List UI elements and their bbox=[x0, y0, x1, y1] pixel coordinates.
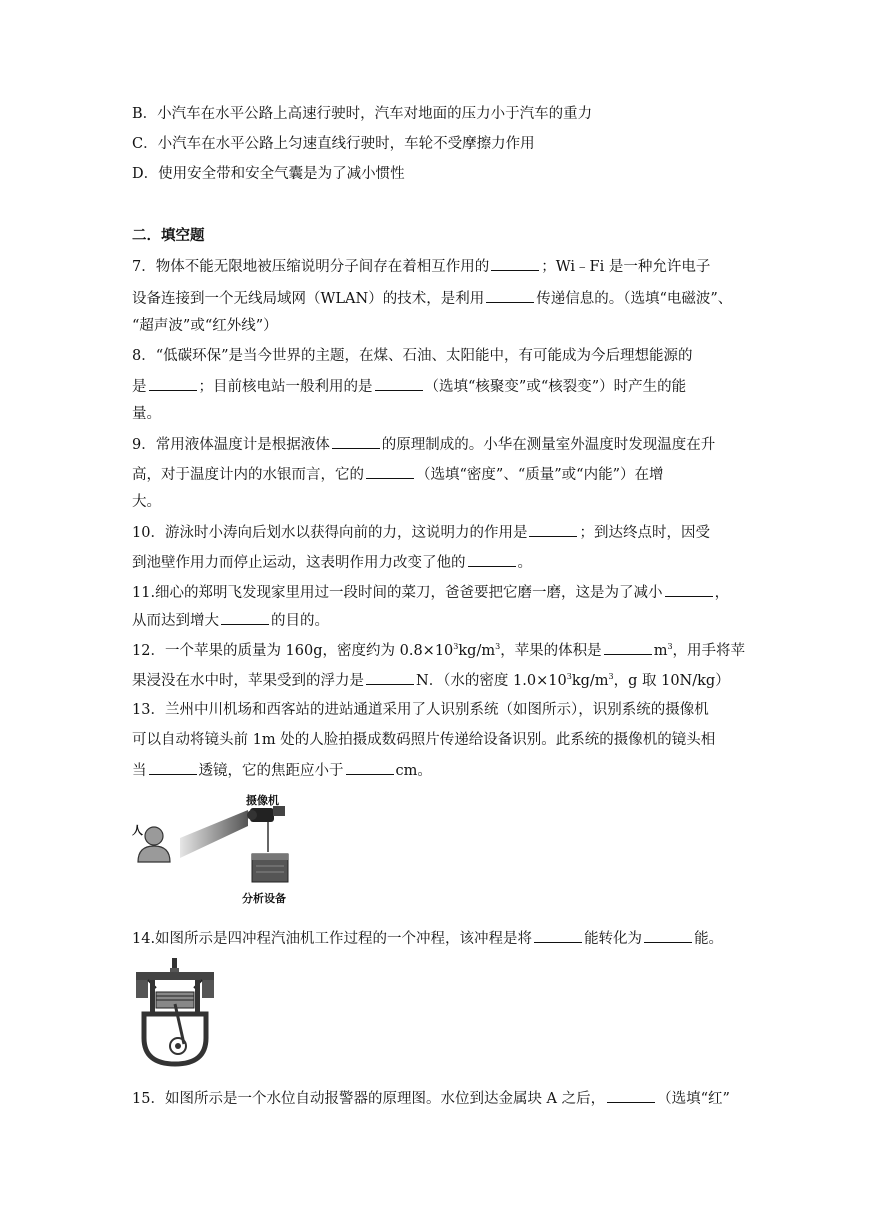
q11-text: 11.细心的郑明飞发现家里用过一段时间的菜刀，爸爸要把它磨一磨，这是为了减小 bbox=[132, 585, 663, 601]
device-icon bbox=[252, 854, 288, 882]
q15-text: （选填“红” bbox=[657, 1091, 730, 1107]
option-b: B．小汽车在水平公路上高速行驶时，汽车对地面的压力小于汽车的重力 bbox=[132, 106, 593, 122]
face-recognition-figure bbox=[128, 792, 318, 910]
q7-text: 7．物体不能无限地被压缩说明分子间存在着相互作用的 bbox=[132, 259, 490, 275]
q10-text: 。 bbox=[517, 555, 532, 571]
crankcase bbox=[144, 1004, 206, 1064]
q11-text: 从而达到增大 bbox=[132, 613, 219, 629]
q13-text: cm。 bbox=[395, 763, 432, 779]
q12-text: kg/m bbox=[458, 643, 496, 659]
q9-text: 高，对于温度计内的水银而言，它的 bbox=[132, 467, 364, 483]
answer-blank[interactable] bbox=[332, 434, 380, 449]
option-c: C．小汽车在水平公路上匀速直线行驶时，车轮不受摩擦力作用 bbox=[132, 136, 535, 152]
device-label: 分析设备 bbox=[242, 892, 286, 905]
answer-blank[interactable] bbox=[607, 1088, 655, 1103]
answer-blank[interactable] bbox=[491, 256, 539, 271]
q10-text: 10．游泳时小涛向后划水以获得向前的力，这说明力的作用是 bbox=[132, 525, 528, 541]
answer-blank[interactable] bbox=[346, 760, 394, 775]
q9-text: （选填“密度”、“质量”或“内能”）在增 bbox=[416, 467, 664, 483]
q9-line1 bbox=[132, 434, 715, 455]
answer-blank[interactable] bbox=[665, 582, 713, 597]
q9-line3: 大。 bbox=[132, 494, 161, 510]
q8-line2 bbox=[132, 376, 686, 397]
q8-text: 是 bbox=[132, 379, 147, 395]
q13-line1: 13．兰州中川机场和西客站的进站通道采用了人识别系统（如图所示），识别系统的摄像机 bbox=[132, 702, 709, 718]
q10-line1 bbox=[132, 522, 710, 543]
q12-line2 bbox=[132, 670, 730, 691]
engine-cylinder-diagram bbox=[134, 958, 216, 1068]
spark-plug-icon bbox=[170, 958, 179, 973]
q13-line3 bbox=[132, 760, 432, 781]
superscript: 3 bbox=[453, 642, 459, 652]
superscript: 3 bbox=[667, 642, 673, 652]
q12-text: N．（水的密度 1.0×10 bbox=[416, 673, 567, 689]
q7-text: 设备连接到一个无线局域网（WLAN）的技术，是利用 bbox=[132, 291, 485, 307]
superscript: 3 bbox=[566, 672, 572, 682]
q7-line1 bbox=[132, 256, 710, 277]
q11-text: ， bbox=[714, 585, 730, 601]
q13-text: 当 bbox=[132, 763, 147, 779]
q12-text: 12．一个苹果的质量为 160g，密度约为 0.8×10 bbox=[132, 643, 454, 659]
q12-text: m bbox=[653, 643, 668, 659]
option-d: D．使用安全带和安全气囊是为了减小惯性 bbox=[132, 166, 405, 182]
camera-label: 摄像机 bbox=[246, 794, 279, 807]
q7-line2 bbox=[132, 288, 732, 309]
q10-text: 到池壁作用力而停止运动，这表明作用力改变了他的 bbox=[132, 555, 466, 571]
q15-line1 bbox=[132, 1088, 730, 1109]
q14-line1 bbox=[132, 928, 723, 949]
q8-text: ；目前核电站一般利用的是 bbox=[198, 379, 373, 395]
q9-text: 9．常用液体温度计是根据液体 bbox=[132, 437, 330, 453]
q9-text: 的原理制成的。小华在测量室外温度时发现温度在升 bbox=[381, 437, 716, 453]
q14-text: 能转化为 bbox=[584, 931, 643, 947]
face-recognition-diagram bbox=[128, 792, 318, 910]
q12-text: ，g 取 10N/kg） bbox=[613, 673, 730, 689]
q12-text: kg/m bbox=[571, 673, 609, 689]
q15-text: 15．如图所示是一个水位自动报警器的原理图。水位到达金属块 A 之后， bbox=[132, 1091, 606, 1107]
answer-blank[interactable] bbox=[604, 640, 652, 655]
answer-blank[interactable] bbox=[534, 928, 582, 943]
q9-line2 bbox=[132, 464, 663, 485]
engine-figure bbox=[134, 958, 216, 1068]
answer-blank[interactable] bbox=[366, 464, 414, 479]
q7-text: 传递信息的。（选填“电磁波”、 bbox=[536, 291, 733, 307]
camera-beam bbox=[180, 810, 248, 858]
section-title: 二．填空题 bbox=[132, 228, 205, 244]
q7-line3: “超声波”或“红外线”） bbox=[132, 318, 278, 334]
answer-blank[interactable] bbox=[366, 670, 414, 685]
q13-line2: 可以自动将镜头前 1m 处的人脸拍摄成数码照片传递给设备识别。此系统的摄像机的镜头相 bbox=[132, 732, 716, 748]
superscript: 3 bbox=[495, 642, 501, 652]
answer-blank[interactable] bbox=[529, 522, 577, 537]
q8-text: （选填“核聚变”或“核裂变”）时产生的能 bbox=[424, 379, 687, 395]
answer-blank[interactable] bbox=[149, 760, 197, 775]
superscript: 3 bbox=[608, 672, 614, 682]
q10-text: ；到达终点时，因受 bbox=[579, 525, 710, 541]
answer-blank[interactable] bbox=[486, 288, 534, 303]
q12-text: 果浸没在水中时，苹果受到的浮力是 bbox=[132, 673, 364, 689]
q8-line3: 量。 bbox=[132, 406, 161, 422]
q11-line2 bbox=[132, 610, 329, 631]
answer-blank[interactable] bbox=[375, 376, 423, 391]
answer-blank[interactable] bbox=[644, 928, 692, 943]
q8-line1: 8．“低碳环保”是当今世界的主题，在煤、石油、太阳能中，有可能成为今后理想能源的 bbox=[132, 348, 693, 364]
answer-blank[interactable] bbox=[468, 552, 516, 567]
q12-text: ，用手将苹 bbox=[672, 643, 746, 659]
q12-text: ，苹果的体积是 bbox=[500, 643, 602, 659]
answer-blank[interactable] bbox=[149, 376, 197, 391]
q7-text: ；Wi﹣Fi 是一种允许电子 bbox=[541, 259, 711, 275]
answer-blank[interactable] bbox=[221, 610, 269, 625]
q14-text: 能。 bbox=[694, 931, 724, 947]
q12-line1 bbox=[132, 640, 745, 661]
q14-text: 14.如图所示是四冲程汽油机工作过程的一个冲程，该冲程是将 bbox=[132, 931, 533, 947]
person-label: 人 bbox=[132, 824, 143, 837]
q10-line2 bbox=[132, 552, 532, 573]
camera-icon bbox=[247, 806, 285, 822]
q11-line1 bbox=[132, 582, 729, 603]
q11-text: 的目的。 bbox=[271, 613, 329, 629]
q13-text: 透镜，它的焦距应小于 bbox=[198, 763, 344, 779]
